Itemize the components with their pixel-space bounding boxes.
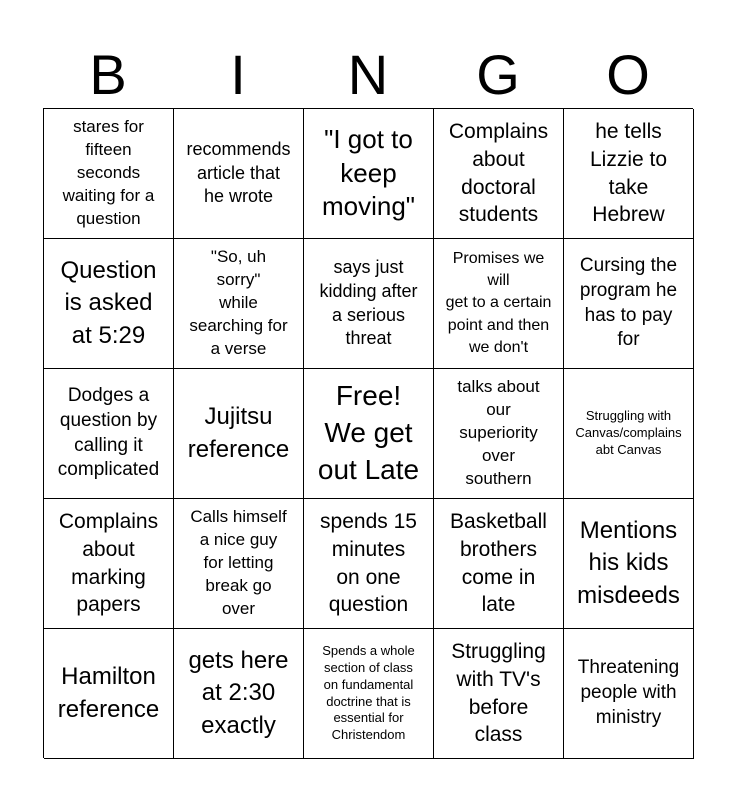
cell-text: Mentions his kids misdeeds	[577, 516, 680, 609]
bingo-cell[interactable]	[304, 629, 434, 759]
bingo-cell[interactable]	[564, 629, 694, 759]
bingo-cell[interactable]	[434, 369, 564, 499]
cell-text: Struggling with TV's before class	[451, 640, 546, 747]
header-letter-o: O	[606, 43, 650, 106]
bingo-cell[interactable]	[174, 109, 304, 239]
bingo-cell[interactable]	[434, 499, 564, 629]
bingo-header	[43, 42, 693, 108]
bingo-cell[interactable]	[564, 109, 694, 239]
cell-text: Hamilton reference	[57, 663, 160, 723]
bingo-cell[interactable]	[44, 109, 174, 239]
cell-text: Free! We get out Late	[317, 380, 420, 485]
bingo-cell[interactable]	[174, 499, 304, 629]
cell-text: Question is asked at 5:29	[60, 256, 157, 349]
bingo-cell[interactable]	[174, 239, 304, 369]
cell-text: Calls himself a nice guy for letting break go over	[190, 507, 287, 618]
cell-text: stares for fifteen seconds waiting for a question	[62, 117, 155, 228]
bingo-cell[interactable]	[434, 239, 564, 369]
bingo-cell[interactable]	[434, 629, 564, 759]
cell-text: Jujitsu reference	[187, 403, 290, 463]
bingo-cell[interactable]	[44, 629, 174, 759]
header-letter-i: I	[230, 43, 246, 106]
cell-text: "So, uh sorry" while searching for a verse	[189, 247, 288, 358]
cell-text: Promises we will get to a certain point and then we don't	[445, 250, 552, 356]
cell-text: Dodges a question by calling it complicated	[57, 385, 160, 481]
bingo-cell[interactable]	[434, 109, 564, 239]
cell-text: Basketball brothers come in late	[450, 510, 547, 617]
bingo-cell[interactable]	[174, 629, 304, 759]
bingo-cell[interactable]	[564, 239, 694, 369]
bingo-board	[43, 108, 693, 758]
header-letter-n: N	[347, 43, 389, 106]
cell-text: Cursing the program he has to pay for	[579, 255, 678, 351]
bingo-cell[interactable]	[44, 369, 174, 499]
cell-text: Threatening people with ministry	[577, 657, 680, 728]
bingo-cell[interactable]	[304, 109, 434, 239]
bingo-cell[interactable]	[304, 499, 434, 629]
cell-text: Spends a whole section of class on fundamental doctrine that is essential for Christendom	[322, 642, 415, 743]
cell-text: talks about our superiority over southern	[457, 377, 540, 488]
bingo-cell[interactable]	[564, 369, 694, 499]
cell-text: Complains about marking papers	[58, 510, 159, 617]
cell-text: spends 15 minutes on one question	[320, 510, 417, 617]
cell-text: "I got to keep moving"	[321, 123, 416, 222]
bingo-cell[interactable]	[44, 239, 174, 369]
free-space-cell[interactable]	[304, 369, 434, 499]
bingo-cell[interactable]	[174, 369, 304, 499]
bingo-cell[interactable]	[304, 239, 434, 369]
cell-text: says just kidding after a serious threat	[319, 256, 418, 349]
cell-text: he tells Lizzie to take Hebrew	[589, 120, 668, 227]
header-letter-g: G	[476, 43, 520, 106]
cell-text: gets here at 2:30 exactly	[188, 646, 289, 739]
bingo-cell[interactable]	[564, 499, 694, 629]
cell-text: Struggling with Canvas/complains abt Canvas	[575, 408, 682, 457]
cell-text: recommends article that he wrote	[186, 138, 291, 207]
cell-text: Complains about doctoral students	[448, 120, 549, 227]
bingo-cell[interactable]	[44, 499, 174, 629]
header-letter-b: B	[89, 43, 127, 106]
